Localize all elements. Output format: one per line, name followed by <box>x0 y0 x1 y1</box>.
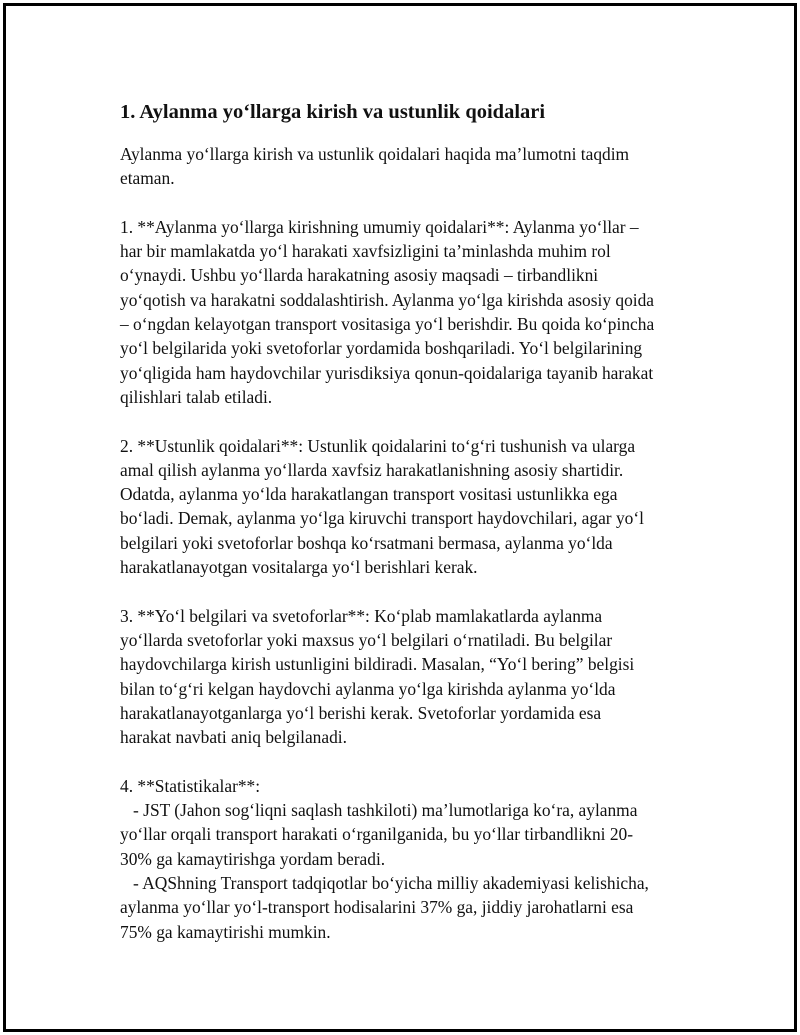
text-line: 3. **Yo‘l belgilari va svetoforlar**: Ko‘plab mamlakatlarda aylanma <box>120 605 603 626</box>
document-title: 1. Aylanma yo‘llarga kirish va ustunlik qoidalari <box>120 101 546 123</box>
text-line: qilishlari talab etiladi. <box>120 386 273 407</box>
text-line: o‘ynaydi. Ushbu yo‘llarda harakatning asosiy maqsadi – tirbandlikni <box>120 265 599 286</box>
text-line: harakat navbati aniq belgilanadi. <box>120 727 347 748</box>
text-line: 1. **Aylanma yo‘llarga kirishning umumiy qoidalari**: Aylanma yo‘llar – <box>120 216 639 237</box>
text-line: etaman. <box>120 168 175 189</box>
text-line: belgilari yoki svetoforlar boshqa ko‘rsatmani bermasa, aylanma yo‘lda <box>120 532 613 553</box>
text-line: yo‘llar orqali transport harakati o‘rganilganida, bu yo‘llar tirbandlikni 20- <box>120 824 634 845</box>
text-line: Aylanma yo‘llarga kirish va ustunlik qoidalari haqida ma’lumotni taqdim <box>120 144 630 164</box>
paragraph-priority-rules <box>120 434 700 580</box>
text-line: – o‘ngdan kelayotgan transport vositasiga yo‘l berishdir. Bu qoida ko‘pincha <box>120 314 655 335</box>
text-line: harakatlanayotgan vositalarga yo‘l berishlari kerak. <box>120 557 478 578</box>
text-line: bo‘ladi. Demak, aylanma yo‘lga kiruvchi transport haydovchilari, agar yo‘l <box>120 508 644 529</box>
text-line: 30% ga kamaytirishga yordam beradi. <box>120 848 386 869</box>
text-line: aylanma yo‘llar yo‘l-transport hodisalarini 37% ga, jiddiy jarohatlarni esa <box>120 897 634 918</box>
text-line: - AQShning Transport tadqiqotlar bo‘yicha milliy akademiyasi kelishicha, <box>120 872 649 893</box>
paragraph-intro <box>120 142 700 191</box>
text-line: yo‘llarda svetoforlar yoki maxsus yo‘l belgilari o‘rnatiladi. Bu belgilar <box>120 629 613 650</box>
text-line: har bir mamlakatda yo‘l harakati xavfsizligini ta’minlashda muhim rol <box>120 241 611 262</box>
text-line: Odatda, aylanma yo‘lda harakatlangan transport vositasi ustunlikka ega <box>120 484 618 505</box>
text-line: 75% ga kamaytirishi mumkin. <box>120 921 331 942</box>
text-line: haydovchilarga kirish ustunligini bildiradi. Masalan, “Yo‘l bering” belgisi <box>120 654 635 675</box>
text-line: yo‘qligida ham haydovchilar yurisdiksiya qonun-qoidalariga tayanib harakat <box>120 362 654 383</box>
paragraph-signs-and-lights <box>120 604 700 750</box>
text-line: - JST (Jahon sog‘liqni saqlash tashkiloti) ma’lumotlariga ko‘ra, aylanma <box>120 800 638 821</box>
paragraph-general-rules <box>120 215 700 409</box>
text-line: amal qilish aylanma yo‘llarda xavfsiz harakatlanishning asosiy shartidir. <box>120 459 624 480</box>
text-line: yo‘l belgilarida yoki svetoforlar yordamida boshqariladi. Yo‘l belgilarining <box>120 338 643 359</box>
text-line: harakatlanayotganlarga yo‘l berishi kerak. Svetoforlar yordamida esa <box>120 702 602 723</box>
text-line: bilan to‘g‘ri kelgan haydovchi aylanma yo‘lga kirishda aylanma yo‘lda <box>120 678 616 699</box>
page-frame <box>3 3 797 1032</box>
text-line: 2. **Ustunlik qoidalari**: Ustunlik qoidalarini to‘g‘ri tushunish va ularga <box>120 435 636 456</box>
text-line: yo‘qotish va harakatni soddalashtirish. Aylanma yo‘lga kirishda asosiy qoida <box>120 289 655 310</box>
document-body <box>120 98 700 944</box>
text-line: 4. **Statistikalar**: <box>120 775 261 796</box>
paragraph-statistics <box>120 774 700 944</box>
